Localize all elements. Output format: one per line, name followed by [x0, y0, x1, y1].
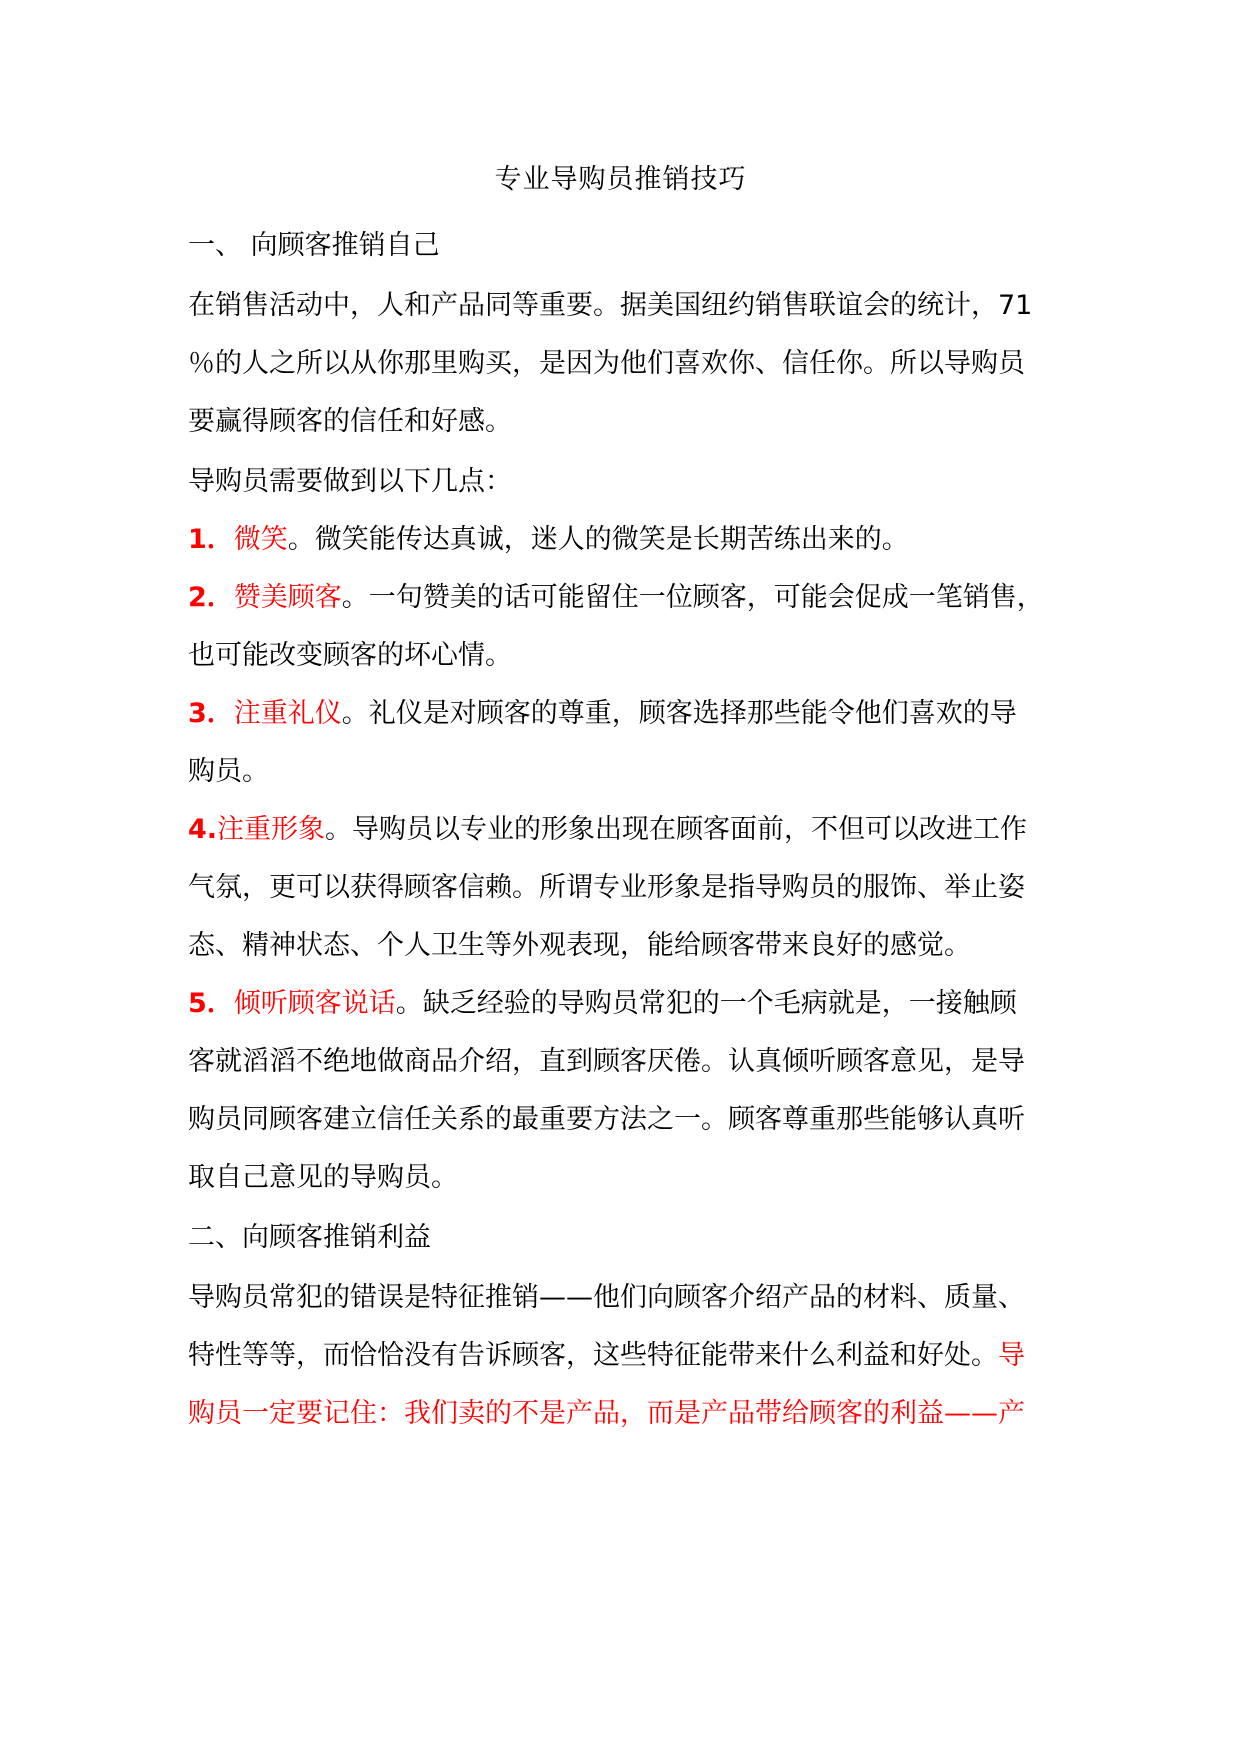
document-title: 专业导购员推销技巧	[494, 164, 747, 195]
point-5-text-2: 客就滔滔不绝地做商品介绍，直到顾客厌倦。认真倾听顾客意见，是导	[188, 1046, 1025, 1077]
point-5-keyword: 倾听顾客说话	[233, 988, 396, 1019]
point-5-text-3: 购员同顾客建立信任关系的最重要方法之一。顾客尊重那些能够认真听	[188, 1104, 1025, 1135]
section-heading-1: 一、 向顾客推销自己	[188, 230, 440, 261]
point-4-text-2: 气氛，更可以获得顾客信赖。所谓专业形象是指导购员的服饰、举止姿	[188, 872, 1025, 903]
intro-line-1	[188, 286, 1068, 326]
section-heading-2: 二、向顾客推销利益	[188, 1222, 431, 1253]
section2-line-2-red: 导	[998, 1340, 1025, 1371]
section2-line-1: 导购员常犯的错误是特征推销——他们向顾客介绍产品的材料、质量、	[188, 1282, 1025, 1313]
point-1-text: 。微笑能传达真诚，迷人的微笑是长期苦练出来的。	[287, 524, 909, 555]
point-4-number: 4.	[188, 814, 218, 845]
point-3	[188, 694, 1068, 734]
point-2-number: 2．	[188, 582, 234, 613]
intro-line-1-text: 在销售活动中，人和产品同等重要。据美国纽约销售联谊会的统计，71	[188, 290, 1033, 321]
point-3-text-1: 。礼仪是对顾客的尊重，顾客选择那些能令他们喜欢的导	[341, 698, 1017, 729]
point-5-text-1: 。缺乏经验的导购员常犯的一个毛病就是，一接触顾	[395, 988, 1017, 1019]
point-4-text-3: 态、精神状态、个人卫生等外观表现，能给顾客带来良好的感觉。	[188, 930, 971, 961]
point-3-number: 3．	[188, 698, 234, 729]
intro-line-2: ％的人之所以从你那里购买，是因为他们喜欢你、信任你。所以导购员	[188, 348, 1025, 379]
point-2	[188, 578, 1068, 618]
point-1	[188, 520, 1068, 560]
point-2-text-1: 。一句赞美的话可能留住一位顾客，可能会促成一笔销售，	[341, 582, 1044, 613]
points-intro: 导购员需要做到以下几点：	[188, 466, 512, 497]
point-4	[188, 810, 1068, 850]
point-2-keyword: 赞美顾客	[233, 582, 342, 613]
point-5-number: 5．	[188, 988, 234, 1019]
section2-red-line: 购员一定要记住：我们卖的不是产品，而是产品带给顾客的利益——产	[188, 1398, 1025, 1429]
point-4-keyword: 注重形象	[217, 814, 326, 845]
point-1-number: 1．	[188, 524, 234, 555]
point-4-text-1: 。导购员以专业的形象出现在顾客面前，不但可以改进工作	[325, 814, 1028, 845]
intro-line-3: 要赢得顾客的信任和好感。	[188, 406, 512, 437]
point-2-text-2: 也可能改变顾客的坏心情。	[188, 640, 512, 671]
point-3-text-2: 购员。	[188, 756, 269, 787]
point-1-keyword: 微笑	[233, 524, 288, 555]
section2-line-2-text: 特性等等，而恰恰没有告诉顾客，这些特征能带来什么利益和好处。	[188, 1340, 998, 1371]
point-5	[188, 984, 1068, 1024]
point-5-text-4: 取自己意见的导购员。	[188, 1162, 458, 1193]
section2-line-2	[188, 1336, 1068, 1376]
point-3-keyword: 注重礼仪	[233, 698, 342, 729]
